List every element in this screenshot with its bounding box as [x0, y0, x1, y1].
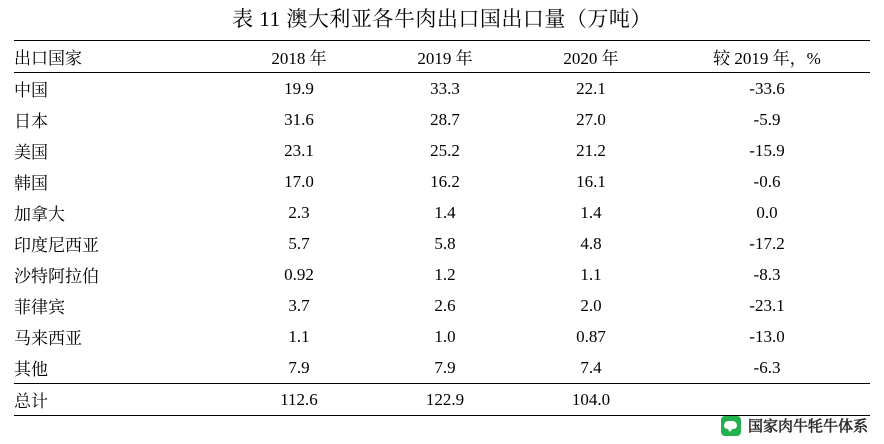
cell-change: -5.9	[753, 109, 781, 129]
table-title: 表 11 澳大利亚各牛肉出口国出口量（万吨）	[232, 7, 652, 31]
cell-change: -23.1	[749, 295, 785, 315]
cell-2018: 31.6	[284, 109, 314, 129]
table-row	[14, 197, 870, 228]
table-body	[14, 73, 870, 416]
table-row	[14, 73, 870, 105]
watermark-label: 国家肉牛牦牛体系	[747, 418, 868, 435]
cell-2018: 0.92	[284, 264, 314, 284]
cell-change: -15.9	[749, 140, 785, 160]
cell-change: -17.2	[749, 233, 785, 253]
cell-2020: 7.4	[580, 357, 602, 377]
cell-change	[664, 384, 870, 416]
cell-2020: 27.0	[576, 109, 606, 129]
cell-2019: 7.9	[434, 357, 456, 377]
table-header	[14, 41, 870, 73]
column-header-change: 较 2019 年，%	[713, 49, 821, 68]
cell-change: -6.3	[753, 357, 781, 377]
cell-2018: 3.7	[288, 295, 310, 315]
cell-2020: 1.4	[580, 202, 602, 222]
cell-country: 中国	[14, 81, 48, 100]
cell-2018: 17.0	[284, 171, 314, 191]
cell-2018: 5.7	[288, 233, 310, 253]
cell-country: 加拿大	[14, 205, 65, 224]
cell-country: 其他	[14, 360, 48, 379]
cell-2019: 1.2	[434, 264, 456, 284]
cell-country: 马来西亚	[14, 329, 82, 348]
cell-2019: 28.7	[430, 109, 460, 129]
cell-2019: 1.4	[434, 202, 456, 222]
cell-2020: 2.0	[580, 295, 602, 315]
wechat-icon	[721, 416, 741, 436]
cell-country: 沙特阿拉伯	[14, 267, 99, 286]
table-row	[14, 259, 870, 290]
cell-country: 印度尼西亚	[14, 236, 99, 255]
cell-change: -33.6	[749, 78, 785, 98]
cell-2018: 2.3	[288, 202, 310, 222]
column-header-2020: 2020 年	[563, 49, 619, 68]
cell-2018: 19.9	[284, 78, 314, 98]
table-row	[14, 321, 870, 352]
cell-change: -8.3	[753, 264, 781, 284]
cell-country: 总计	[14, 392, 48, 411]
cell-2018: 112.6	[280, 389, 318, 409]
column-header-2018: 2018 年	[271, 49, 327, 68]
table-row	[14, 228, 870, 259]
cell-2020: 104.0	[571, 389, 611, 409]
cell-2018: 23.1	[284, 140, 314, 160]
cell-2020: 0.87	[576, 326, 606, 346]
cell-2019: 33.3	[430, 78, 460, 98]
cell-country: 韩国	[14, 174, 48, 193]
cell-2018: 7.9	[288, 357, 310, 377]
cell-2019: 1.0	[434, 326, 456, 346]
cell-change: -13.0	[749, 326, 785, 346]
cell-2020: 21.2	[576, 140, 606, 160]
cell-2019: 122.9	[425, 389, 465, 409]
cell-2019: 16.2	[430, 171, 460, 191]
table-row	[14, 166, 870, 197]
cell-2020: 22.1	[576, 78, 606, 98]
cell-2020: 16.1	[576, 171, 606, 191]
cell-2018: 1.1	[288, 326, 310, 346]
cell-change: 0.0	[756, 202, 778, 222]
table-row	[14, 290, 870, 321]
cell-country: 菲律宾	[14, 298, 65, 317]
cell-change: -0.6	[753, 171, 781, 191]
column-header-country: 出口国家	[14, 49, 82, 68]
cell-2020: 1.1	[580, 264, 602, 284]
cell-country: 美国	[14, 143, 48, 162]
table-row	[14, 135, 870, 166]
column-header-2019: 2019 年	[417, 49, 473, 68]
table-row	[14, 104, 870, 135]
cell-2019: 25.2	[430, 140, 460, 160]
cell-2020: 4.8	[580, 233, 602, 253]
beef-export-table	[14, 40, 870, 416]
cell-country: 日本	[14, 112, 48, 131]
table-header-row	[14, 41, 870, 73]
cell-2019: 2.6	[434, 295, 456, 315]
cell-2019: 5.8	[434, 233, 456, 253]
watermark	[721, 415, 868, 436]
table-row-total	[14, 384, 870, 416]
table-row	[14, 352, 870, 384]
